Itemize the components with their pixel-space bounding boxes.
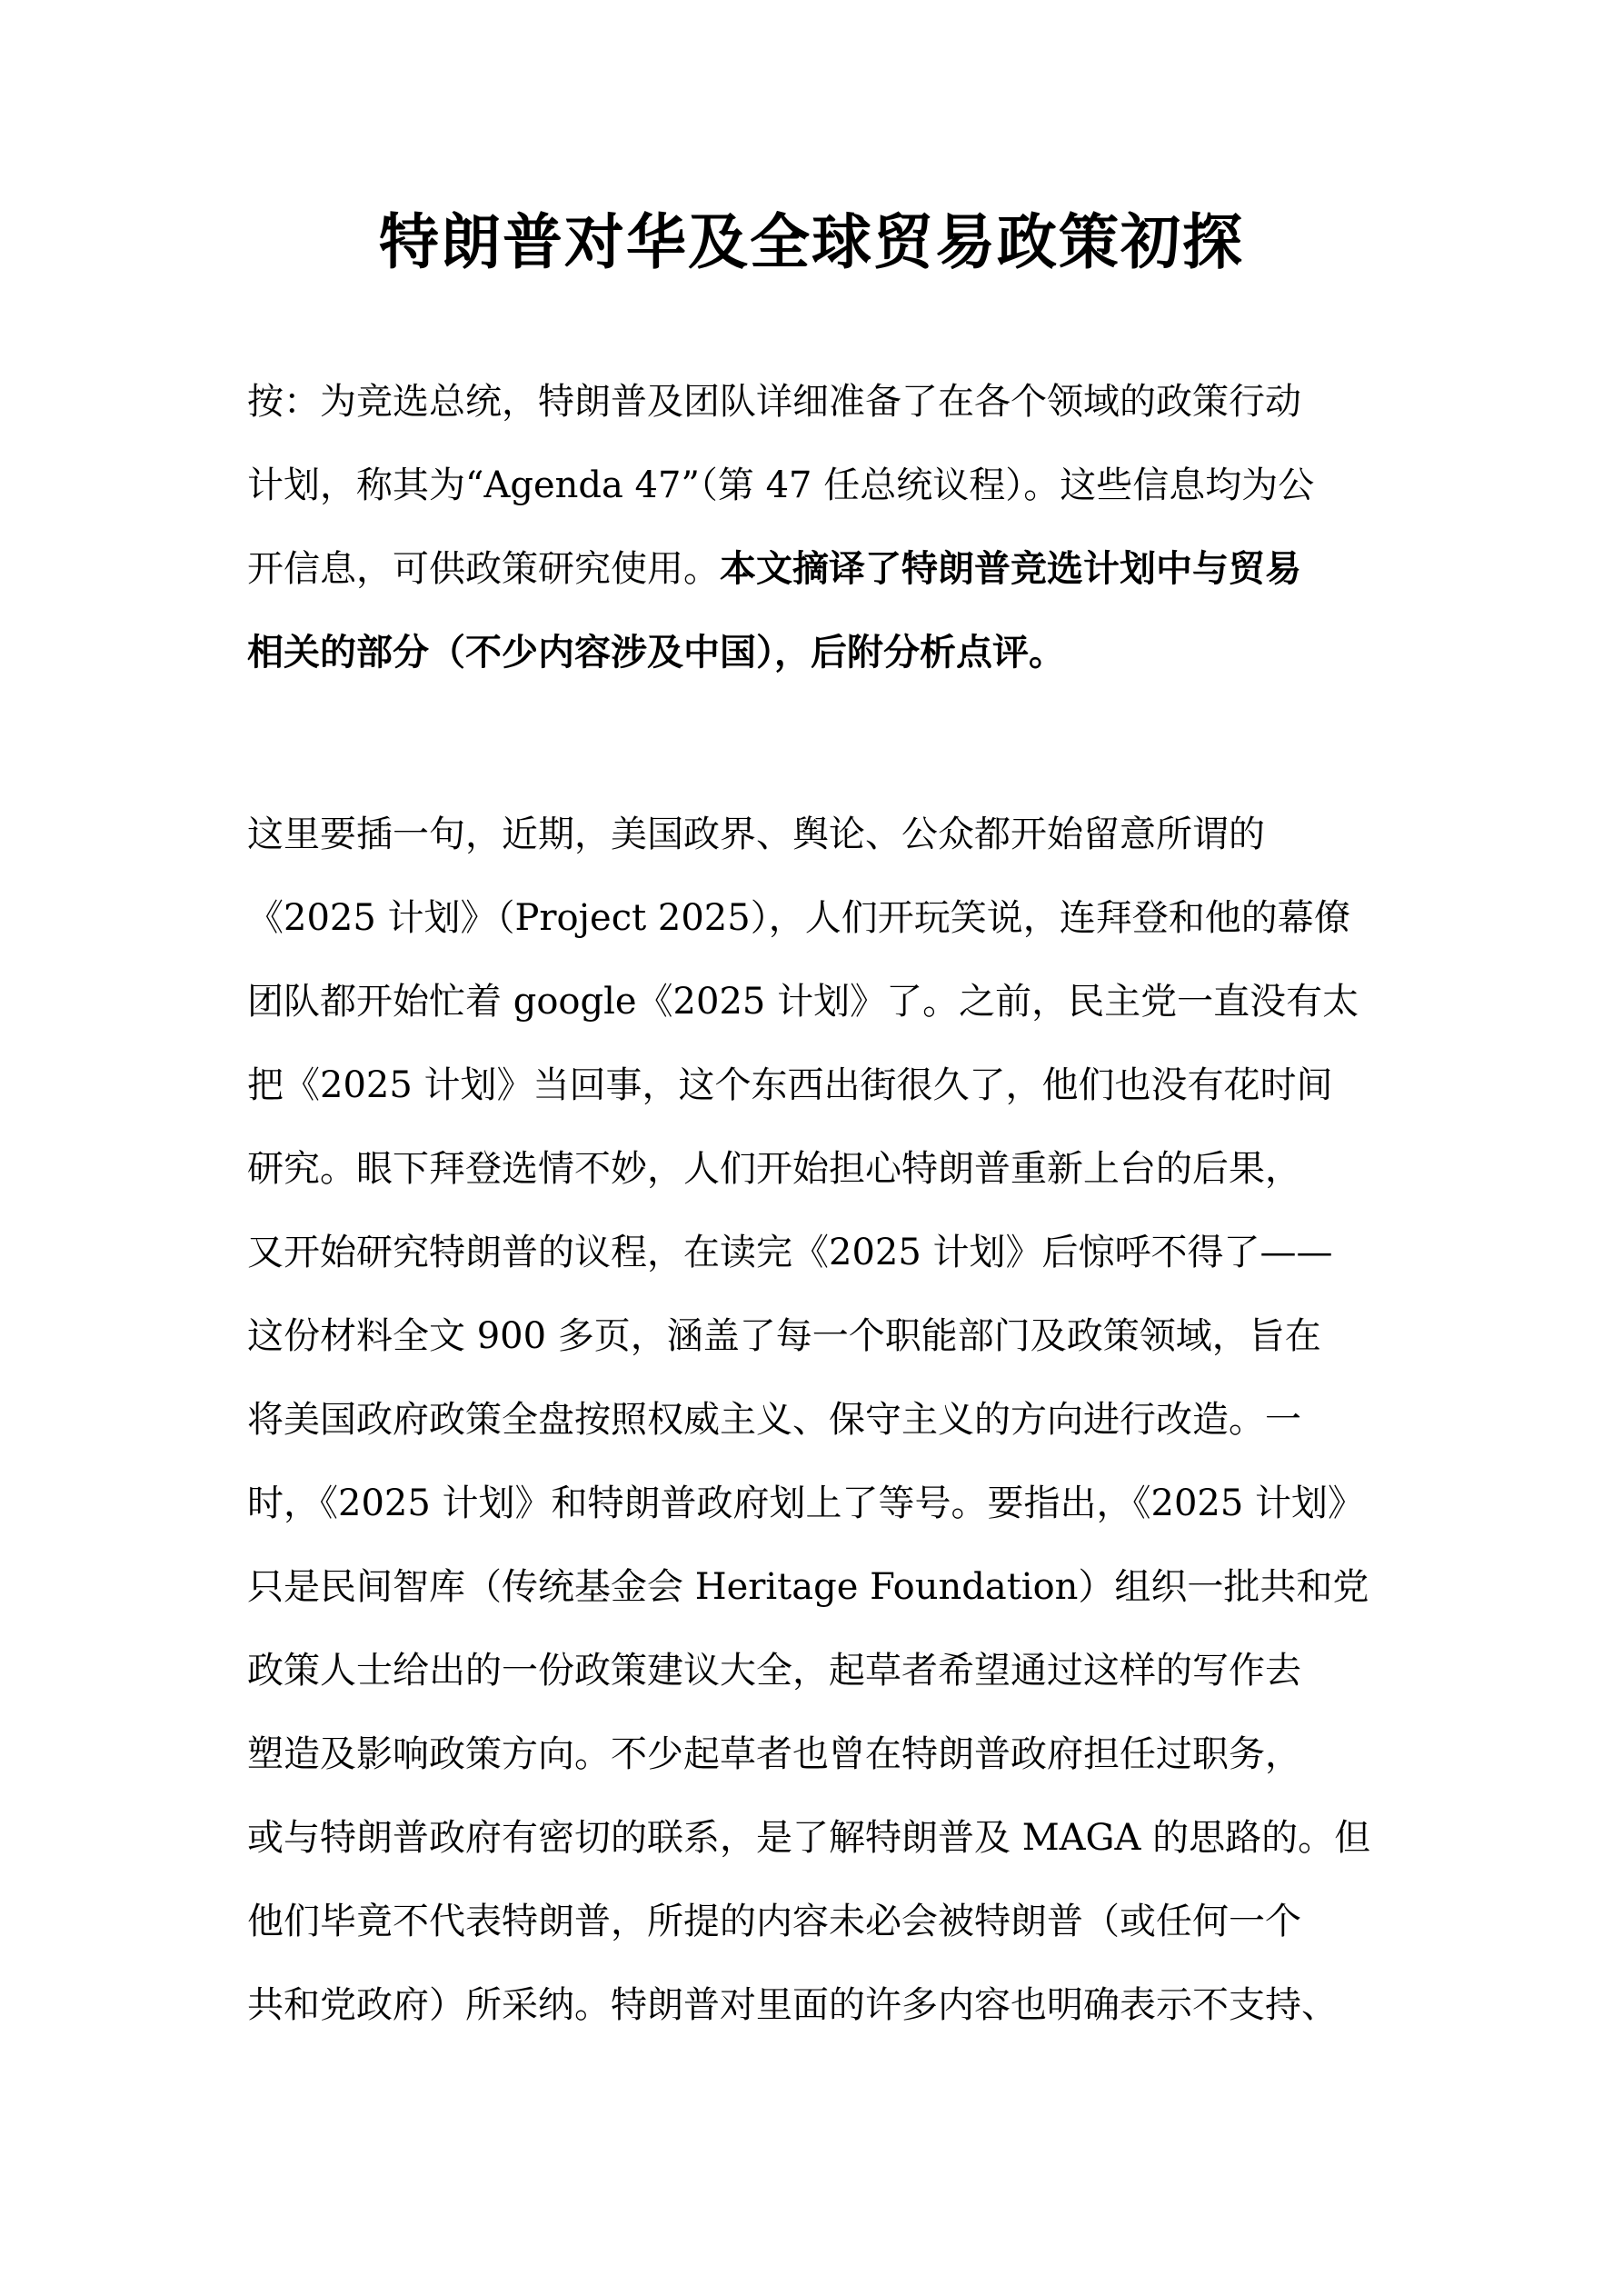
body-line: 塑造及影响政策方向。不少起草者也曾在特朗普政府担任过职务，	[247, 1733, 1301, 1775]
intro-line	[247, 360, 1396, 444]
body-line: 把《2025 计划》当回事，这个东西出街很久了，他们也没有花时间	[247, 1064, 1333, 1106]
intro-line	[247, 444, 1396, 527]
body-line: 这里要插一句，近期，美国政界、舆论、公众都开始留意所谓的	[247, 814, 1265, 855]
intro-line	[247, 527, 1396, 611]
body-line: 只是民间智库（传统基金会 Heritage Foundation）组织一批共和党	[247, 1566, 1369, 1608]
intro-text: 计划，称其为“Agenda 47”（第 47 任总统议程）。这些信息均为公	[247, 464, 1315, 506]
body-line: 或与特朗普政府有密切的联系，是了解特朗普及 MAGA 的思路的。但	[247, 1817, 1371, 1859]
intro-bold-text: 相关的部分（不少内容涉及中国），后附分析点评。	[247, 631, 1065, 674]
body-line: 这份材料全文 900 多页，涵盖了每一个职能部门及政策领域，旨在	[247, 1315, 1321, 1357]
body-line: 共和党政府）所采纳。特朗普对里面的许多内容也明确表示不支持、	[247, 1984, 1338, 2026]
intro-paragraph	[247, 360, 1396, 694]
intro-text: 开信息，可供政策研究使用。	[247, 548, 720, 590]
body-line: 又开始研究特朗普的议程，在读完《2025 计划》后惊呼不得了——	[247, 1232, 1333, 1273]
intro-line	[247, 611, 1396, 694]
body-line: 他们毕竟不代表特朗普，所提的内容未必会被特朗普（或任何一个	[247, 1901, 1301, 1942]
body-paragraph	[247, 793, 1396, 2047]
body-line: 团队都开始忙着 google《2025 计划》了。之前，民主党一直没有太	[247, 981, 1359, 1023]
body-line: 《2025 计划》（Project 2025），人们开玩笑说，连拜登和他的幕僚	[247, 897, 1350, 939]
document-title: 特朗普对华及全球贸易政策初探	[379, 206, 1244, 277]
body-line: 研究。眼下拜登选情不妙，人们开始担心特朗普重新上台的后果，	[247, 1148, 1301, 1190]
body-line: 政策人士给出的一份政策建议大全，起草者希望通过这样的写作去	[247, 1650, 1301, 1692]
intro-text: 按：为竞选总统，特朗普及团队详细准备了在各个领域的政策行动	[247, 381, 1301, 423]
intro-bold-text: 本文摘译了特朗普竞选计划中与贸易	[720, 547, 1301, 590]
body-line: 时，《2025 计划》和特朗普政府划上了等号。要指出，《2025 计划》	[247, 1482, 1365, 1524]
body-line: 将美国政府政策全盘按照权威主义、保守主义的方向进行改造。一	[247, 1399, 1301, 1441]
